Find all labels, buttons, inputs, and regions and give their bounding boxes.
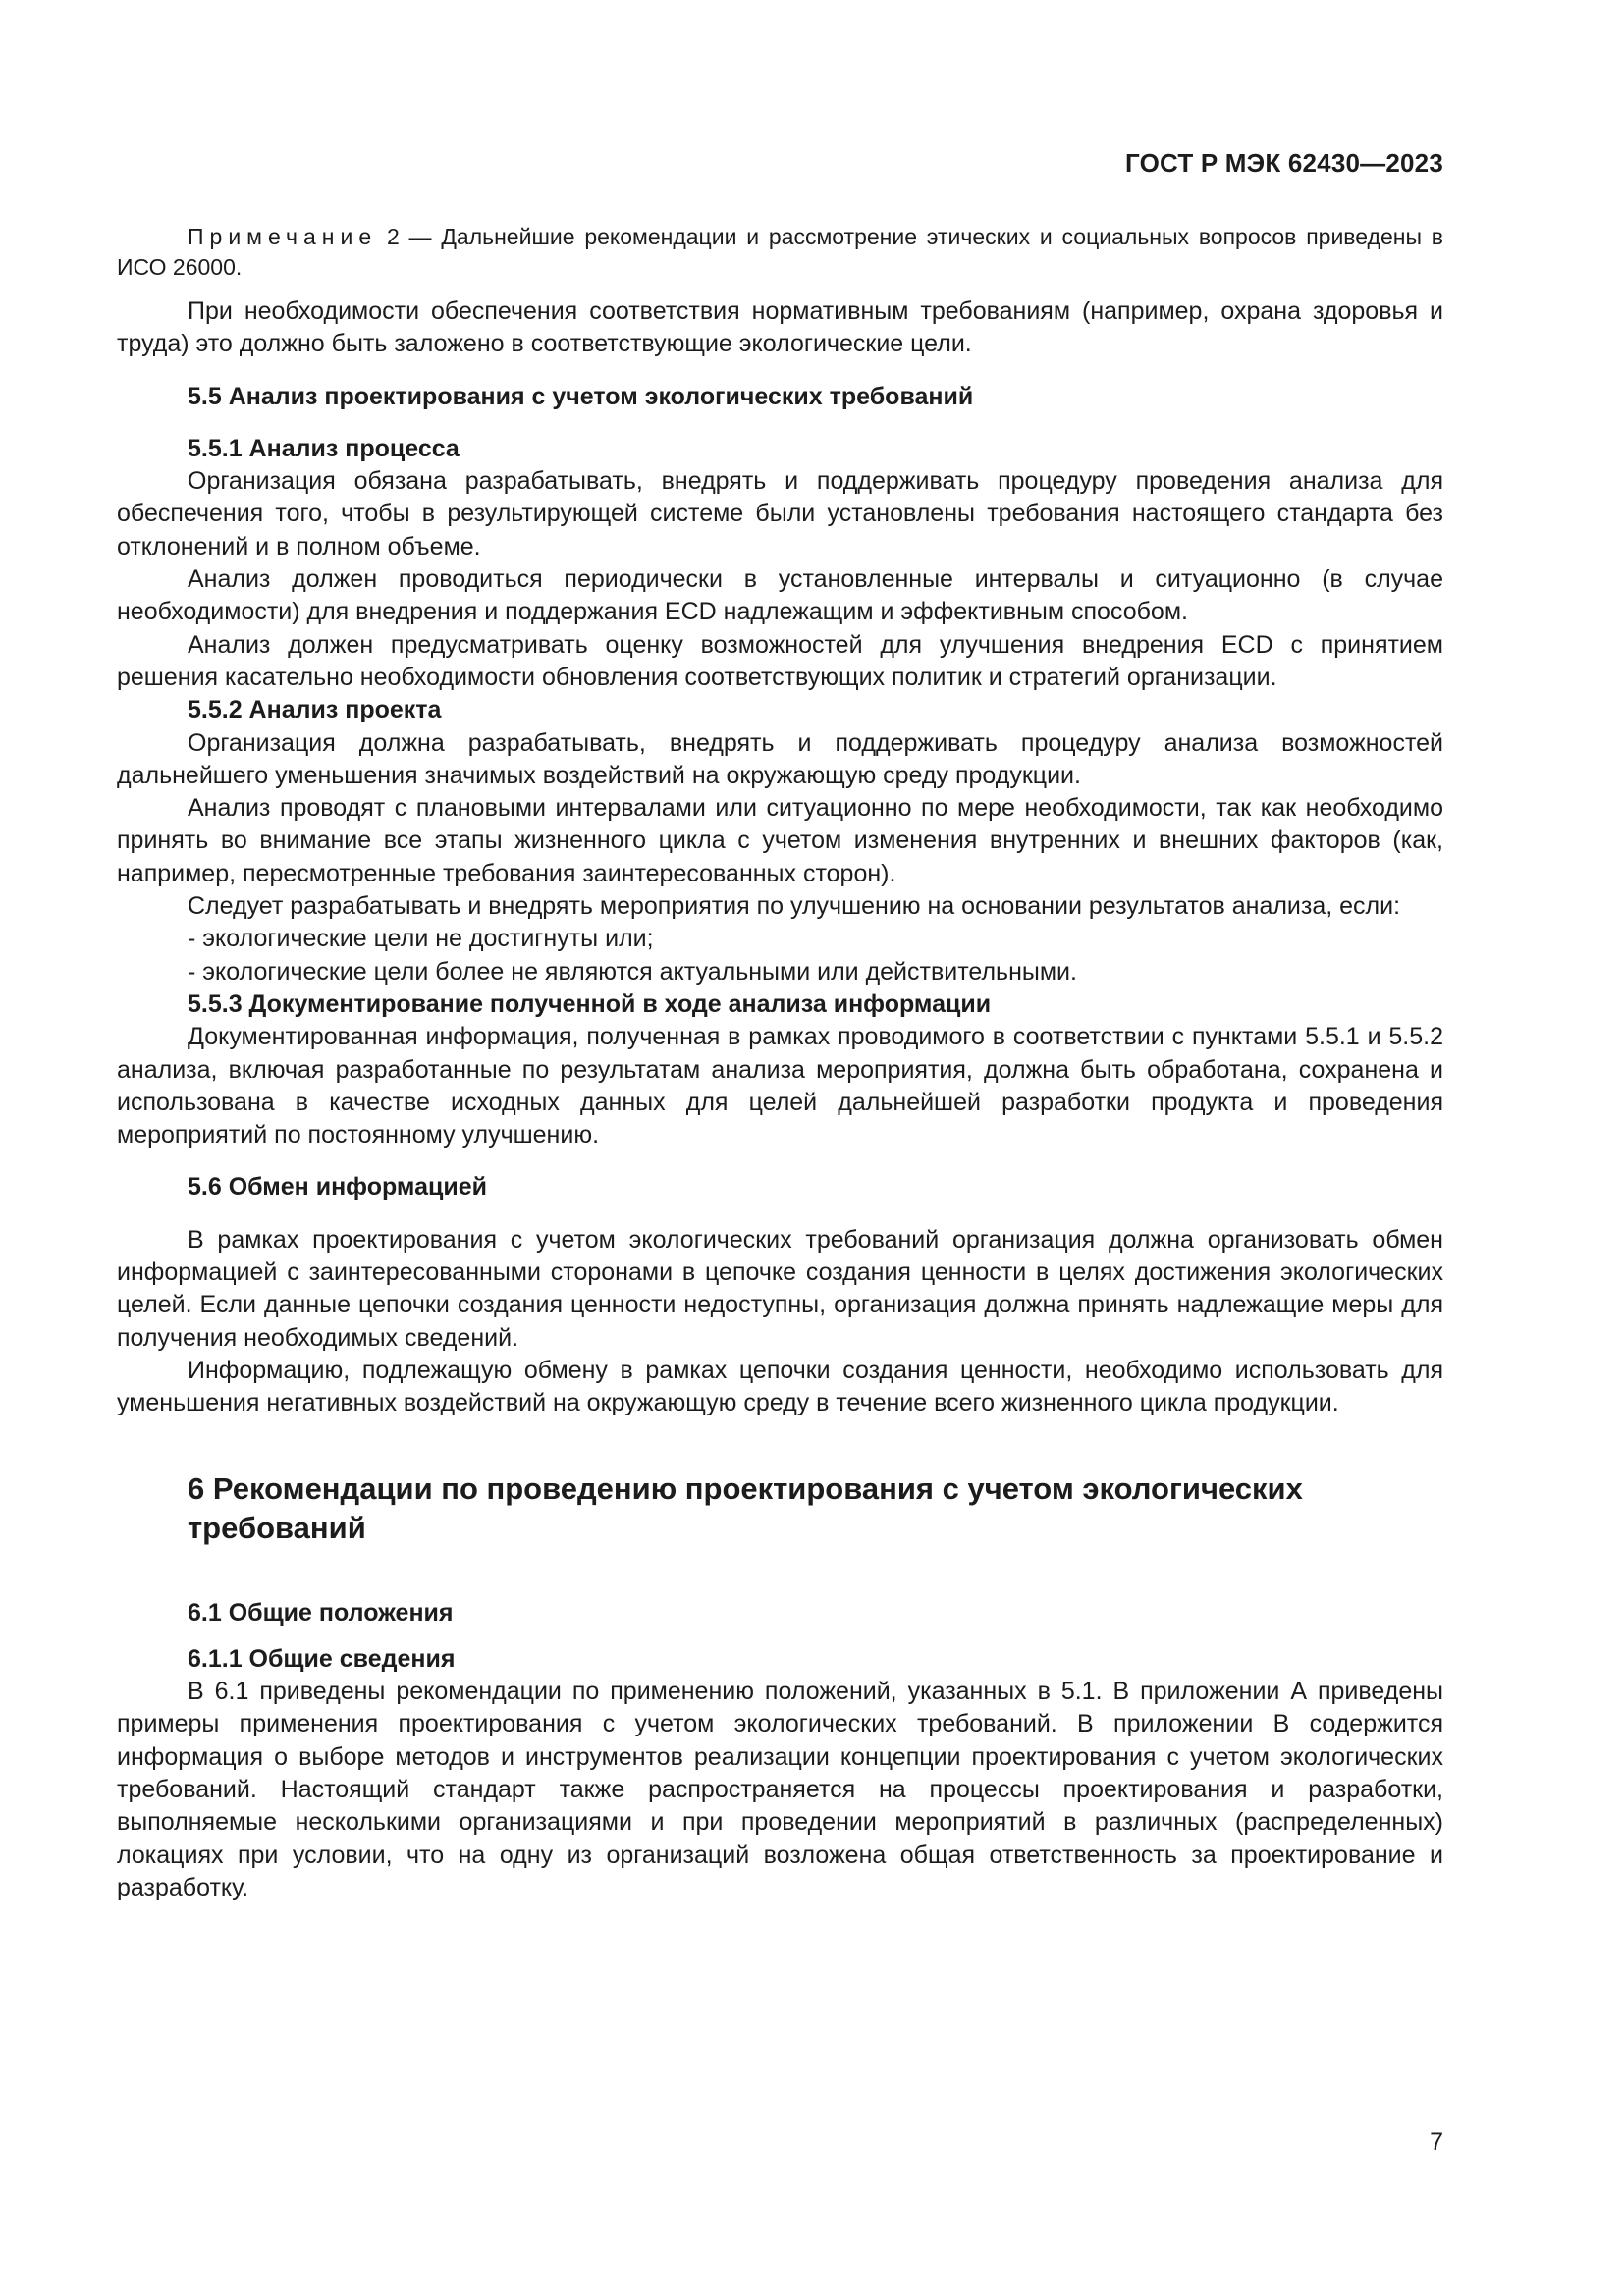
heading-5-5: 5.5 Анализ проектирования с учетом экологических требований bbox=[188, 382, 974, 410]
paragraph-5-5-2-a: Организация должна разрабатывать, внедрять и поддерживать процедуру анализа возможностей дальнейшего уменьшения значимых воздействий на окружающую среду продукции. bbox=[117, 728, 1443, 789]
document-body bbox=[117, 222, 1443, 1904]
heading-6-1: 6.1 Общие положения bbox=[188, 1598, 454, 1627]
paragraph-5-6-a: В рамках проектирования с учетом экологических требований организация должна организовать обмен информацией с заинтересованными сторонами в цепочке создания ценности в целях достижения экологических целей. Если данные цепочки создания ценности недоступны, организация должна принять надлежащие меры для получения необходимых сведений. bbox=[117, 1225, 1443, 1352]
heading-5-5-2: 5.5.2 Анализ проекта bbox=[188, 696, 442, 724]
paragraph-5-5-1-a: Организация обязана разрабатывать, внедрять и поддерживать процедуру проведения анализа для обеспечения того, чтобы в результирующей системе были установлены требования настоящего стандарта без отклонений и в полном объеме. bbox=[117, 467, 1443, 561]
list-item: - экологические цели не достигнуты или; bbox=[188, 925, 654, 953]
paragraph-6-1-1: В 6.1 приведены рекомендации по применению положений, указанных в 5.1. В приложении А приведены примеры применения проектирования с учетом экологических требований. В приложении В содержится информация о выборе методов и инструментов реализации концепции проектирования с учетом экологических требований. Настоящий стандарт также распространяется на процессы проектирования и разработки, выполняемые несколькими организациями и при проведении мероприятий в различных (распределенных) локациях при условии, что на одну из организаций возложена общая ответственность за проектирование и разработку. bbox=[117, 1678, 1443, 1901]
paragraph-5-5-2-c: Следует разрабатывать и внедрять мероприятия по улучшению на основании результатов анализа, если: bbox=[188, 892, 1401, 921]
document-code-header: ГОСТ Р МЭК 62430—2023 bbox=[1124, 148, 1443, 178]
paragraph-5-5-2-b: Анализ проводят с плановыми интервалами или ситуационно по мере необходимости, так как необходимо принять во внимание все этапы жизненного цикла с учетом изменения внутренних и внешних факторов (как, например, пересмотренные требования заинтересованных сторон). bbox=[117, 794, 1443, 887]
page-number: 7 bbox=[1430, 2128, 1443, 2156]
note-label: Примечание bbox=[188, 224, 378, 249]
list-item: - экологические цели более не являются актуальными или действительными. bbox=[188, 957, 1077, 986]
paragraph-5-6-b: Информацию, подлежащую обмену в рамках цепочки создания ценности, необходимо использовать для уменьшения негативных воздействий на окружающую среду в течение всего жизненного цикла продукции. bbox=[117, 1356, 1443, 1417]
paragraph-5-5-3: Документированная информация, полученная в рамках проводимого в соответствии с пунктами 5.5.1 и 5.5.2 анализа, включая разработанные по результатам анализа мероприятия, должна быть обработана, сохранена и использована в качестве исходных данных для целей дальнейшей разработки продукта и проведения мероприятий по постоянному улучшению. bbox=[117, 1023, 1443, 1149]
note-text: 2 — Дальнейшие рекомендации и рассмотрение этических и социальных вопросов приведены в ИСО 26000. bbox=[117, 224, 1443, 280]
heading-section-6: 6 Рекомендации по проведению проектирования с учетом экологических требований bbox=[188, 1470, 1303, 1545]
note-2 bbox=[117, 222, 1443, 282]
paragraph-5-5-1-b: Анализ должен проводиться периодически в установленные интервалы и ситуационно (в случае необходимости) для внедрения и поддержания ECD надлежащим и эффективным способом. bbox=[117, 565, 1443, 626]
heading-5-5-3: 5.5.3 Документирование полученной в ходе анализа информации bbox=[188, 989, 992, 1018]
paragraph-5-5-1-c: Анализ должен предусматривать оценку возможностей для улучшения внедрения ECD с принятием решения касательно необходимости обновления соответствующих политик и стратегий организации. bbox=[117, 630, 1443, 691]
heading-5-6: 5.6 Обмен информацией bbox=[188, 1173, 488, 1201]
heading-6-1-1: 6.1.1 Общие сведения bbox=[188, 1644, 456, 1673]
heading-5-5-1: 5.5.1 Анализ процесса bbox=[188, 434, 460, 462]
paragraph-intro: При необходимости обеспечения соответствия нормативным требованиям (например, охрана здоровья и труда) это должно быть заложено в соответствующие экологические цели. bbox=[117, 297, 1443, 358]
